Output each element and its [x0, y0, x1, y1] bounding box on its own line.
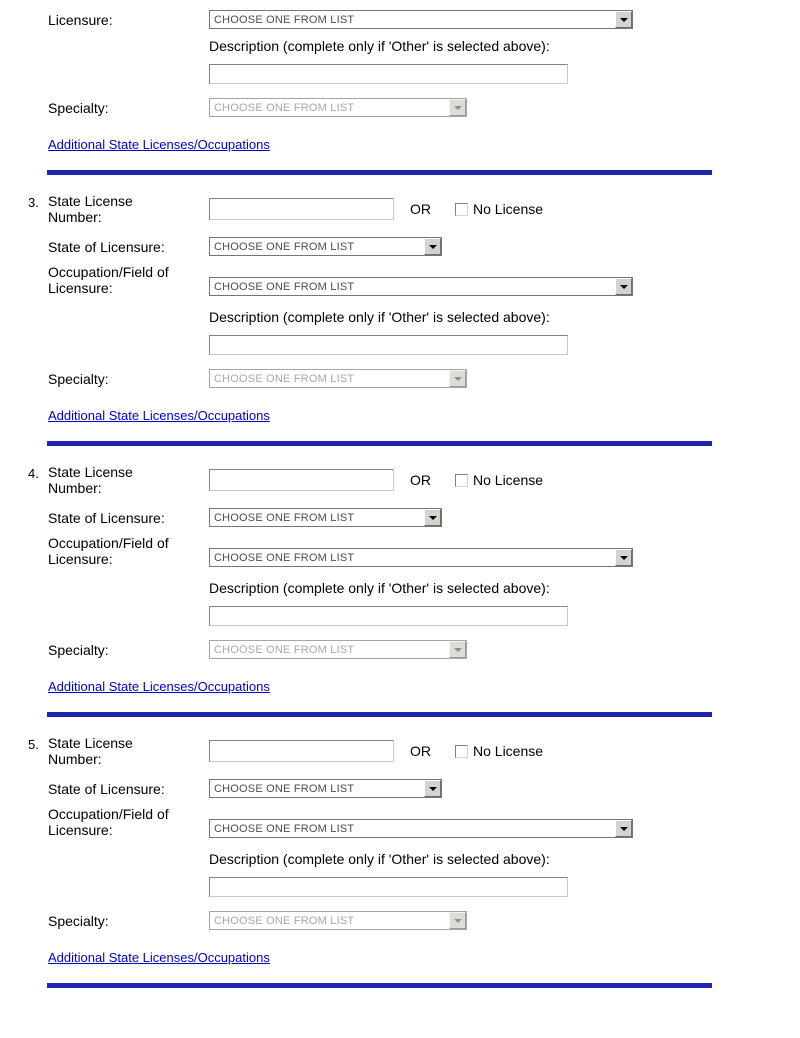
selected-option-text: CHOOSE ONE FROM LIST — [214, 240, 355, 253]
selected-option-text: CHOOSE ONE FROM LIST — [214, 643, 355, 656]
occupation-label: Occupation/Field of Licensure: — [48, 535, 169, 567]
state-license-number-label: State License Number: — [48, 464, 133, 496]
dropdown-arrow-icon — [615, 11, 632, 28]
section-divider — [47, 983, 712, 988]
state-of-licensure-select[interactable] — [209, 508, 442, 527]
specialty-label: Specialty: — [48, 642, 109, 658]
selected-option-text: CHOOSE ONE FROM LIST — [214, 782, 355, 795]
selected-option-text: CHOOSE ONE FROM LIST — [214, 914, 355, 927]
occupation-select[interactable] — [209, 277, 633, 296]
license-section-5 — [28, 717, 800, 988]
no-license-label: No License — [473, 201, 544, 217]
description-input[interactable] — [209, 877, 568, 897]
section-number: 5. — [28, 737, 39, 752]
license-section-partial — [28, 10, 800, 175]
specialty-select — [209, 369, 467, 388]
state-of-licensure-select[interactable] — [209, 779, 442, 798]
description-input[interactable] — [209, 606, 568, 626]
specialty-label: Specialty: — [48, 100, 109, 116]
description-label: Description (complete only if 'Other' is selected above): — [209, 309, 550, 325]
selected-option-text: CHOOSE ONE FROM LIST — [214, 13, 355, 26]
state-license-number-input[interactable] — [209, 740, 394, 762]
license-section-4 — [28, 446, 800, 717]
state-of-licensure-label: State of Licensure: — [48, 239, 165, 255]
dropdown-arrow-icon — [424, 780, 441, 797]
state-of-licensure-select[interactable] — [209, 237, 442, 256]
specialty-select — [209, 911, 467, 930]
occupation-select[interactable] — [209, 548, 633, 567]
state-of-licensure-label: State of Licensure: — [48, 510, 165, 526]
dropdown-arrow-icon — [615, 549, 632, 566]
description-label: Description (complete only if 'Other' is selected above): — [209, 38, 550, 54]
dropdown-arrow-icon — [424, 509, 441, 526]
state-of-licensure-label: State of Licensure: — [48, 781, 165, 797]
or-label: OR — [410, 201, 431, 217]
occupation-select[interactable] — [209, 819, 633, 838]
specialty-label: Specialty: — [48, 913, 109, 929]
additional-licenses-link[interactable]: Additional State Licenses/Occupations — [48, 679, 270, 694]
no-license-checkbox[interactable] — [455, 745, 468, 758]
selected-option-text: CHOOSE ONE FROM LIST — [214, 280, 355, 293]
selected-option-text: CHOOSE ONE FROM LIST — [214, 372, 355, 385]
section-number-spacer — [28, 10, 48, 12]
occupation-label: Occupation/Field of Licensure: — [48, 806, 169, 838]
dropdown-arrow-icon — [449, 912, 466, 929]
state-license-number-label: State License Number: — [48, 193, 133, 225]
selected-option-text: CHOOSE ONE FROM LIST — [214, 551, 355, 564]
section-number: 3. — [28, 195, 39, 210]
no-license-label: No License — [473, 743, 544, 759]
additional-licenses-link[interactable]: Additional State Licenses/Occupations — [48, 137, 270, 152]
no-license-label: No License — [473, 472, 544, 488]
state-license-number-label: State License Number: — [48, 735, 133, 767]
no-license-checkbox[interactable] — [455, 203, 468, 216]
license-section-3 — [28, 175, 800, 446]
description-input[interactable] — [209, 64, 568, 84]
description-input[interactable] — [209, 335, 568, 355]
selected-option-text: CHOOSE ONE FROM LIST — [214, 822, 355, 835]
additional-licenses-link[interactable]: Additional State Licenses/Occupations — [48, 408, 270, 423]
section-number: 4. — [28, 466, 39, 481]
specialty-select — [209, 640, 467, 659]
licensure-label: Licensure: — [48, 12, 113, 28]
selected-option-text: CHOOSE ONE FROM LIST — [214, 511, 355, 524]
selected-option-text: CHOOSE ONE FROM LIST — [214, 101, 355, 114]
state-license-number-input[interactable] — [209, 469, 394, 491]
specialty-label: Specialty: — [48, 371, 109, 387]
or-label: OR — [410, 472, 431, 488]
dropdown-arrow-icon — [449, 641, 466, 658]
state-license-number-input[interactable] — [209, 198, 394, 220]
description-label: Description (complete only if 'Other' is selected above): — [209, 851, 550, 867]
dropdown-arrow-icon — [615, 278, 632, 295]
dropdown-arrow-icon — [615, 820, 632, 837]
occupation-select[interactable] — [209, 10, 633, 29]
or-label: OR — [410, 743, 431, 759]
specialty-select — [209, 98, 467, 117]
occupation-label: Occupation/Field of Licensure: — [48, 264, 169, 296]
dropdown-arrow-icon — [449, 370, 466, 387]
dropdown-arrow-icon — [449, 99, 466, 116]
no-license-checkbox[interactable] — [455, 474, 468, 487]
additional-licenses-link[interactable]: Additional State Licenses/Occupations — [48, 950, 270, 965]
description-label: Description (complete only if 'Other' is selected above): — [209, 580, 550, 596]
dropdown-arrow-icon — [424, 238, 441, 255]
